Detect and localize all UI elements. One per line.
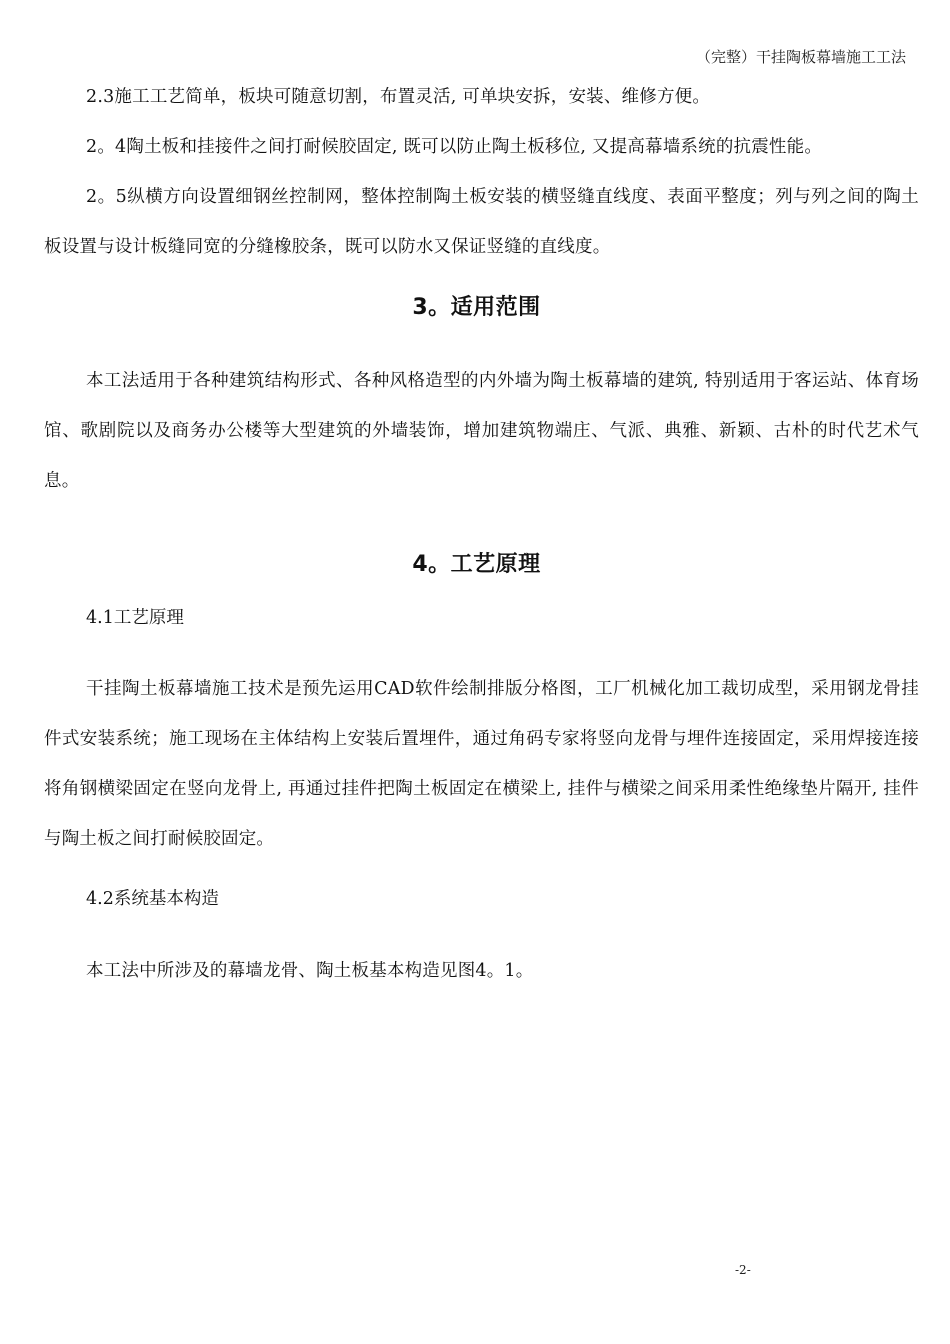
running-header-title: （完整）干挂陶板幕墙施工工法: [695, 48, 906, 66]
subsection-4-2-title: 4.2系统基本构造: [86, 889, 219, 909]
section-4-heading: 4。工艺原理: [412, 552, 541, 577]
section-4-2-body: 本工法中所涉及的幕墙龙骨、陶土板基本构造见图4。1。: [86, 961, 534, 981]
subsection-4-1-title: 4.1工艺原理: [86, 608, 184, 628]
paragraph-2-5: 2。5纵横方向设置细钢丝控制网，整体控制陶土板安装的横竖缝直线度、表面平整度；列与列之间的陶土板设置与设计板缝同宽的分缝橡胶条，既可以防水又保证竖缝的直线度。: [44, 187, 919, 257]
paragraph-2-3: 2.3施工工艺简单，板块可随意切割，布置灵活, 可单块安拆，安装、维修方便。: [86, 87, 711, 107]
section-3-body: 本工法适用于各种建筑结构形式、各种风格造型的内外墙为陶土板幕墙的建筑, 特别适用于客运站、体育场馆、歌剧院以及商务办公楼等大型建筑的外墙装饰，增加建筑物端庄、气派、典雅、新颖、古朴的时代艺术气息。: [44, 371, 919, 491]
paragraph-2-4: 2。4陶土板和挂接件之间打耐候胶固定, 既可以防止陶土板移位, 又提高幕墙系统的抗震性能。: [86, 137, 823, 157]
section-3-heading: 3。适用范围: [412, 295, 541, 320]
page-number: -2-: [735, 1263, 751, 1277]
section-4-1-body: 干挂陶土板幕墙施工技术是预先运用CAD软件绘制排版分格图，工厂机械化加工裁切成型，采用钢龙骨挂件式安装系统；施工现场在主体结构上安装后置埋件，通过角码专家将竖向龙骨与埋件连接固定，采用焊接连接将角钢横梁固定在竖向龙骨上, 再通过挂件把陶土板固定在横梁上, 挂件与横梁之间采用柔性绝缘垫片隔开, 挂件与陶土板之间打耐候胶固定。: [44, 679, 919, 849]
